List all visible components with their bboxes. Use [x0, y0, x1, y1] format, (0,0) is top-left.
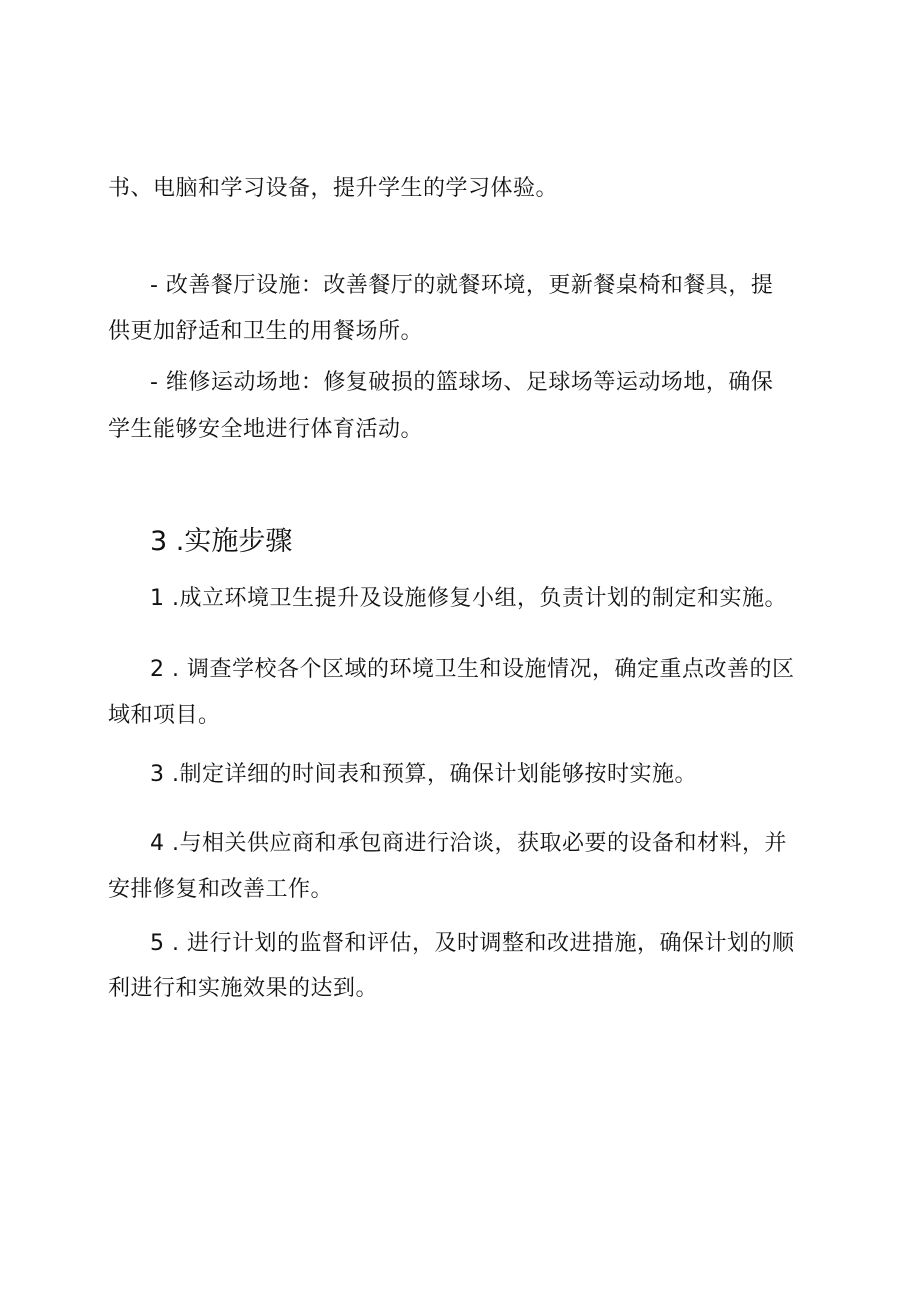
- step-3-line-1: 3 .制定详细的时间表和预算，确保计划能够按时实施。: [150, 762, 697, 787]
- bullet-sports-line-1: - 维修运动场地：修复破损的篮球场、足球场等运动场地，确保: [150, 370, 774, 395]
- bullet-dining-line-2: 供更加舒适和卫生的用餐场所。: [108, 319, 424, 344]
- intro-paragraph-line: 书、电脑和学习设备，提升学生的学习体验。: [108, 176, 559, 201]
- step-4-line-2: 安排修复和改善工作。: [108, 877, 334, 902]
- step-2-line-2: 域和项目。: [108, 703, 221, 728]
- step-5-line-2: 利进行和实施效果的达到。: [108, 976, 379, 1001]
- bullet-dining-line-1: - 改善餐厅设施：改善餐厅的就餐环境，更新餐桌椅和餐具，提: [150, 273, 774, 298]
- step-1-line-1: 1 .成立环境卫生提升及设施修复小组，负责计划的制定和实施。: [150, 586, 787, 611]
- step-2-line-1: 2 . 调查学校各个区域的环境卫生和设施情况，确定重点改善的区: [150, 657, 795, 682]
- bullet-sports-line-2: 学生能够安全地进行体育活动。: [108, 417, 424, 442]
- step-4-line-1: 4 .与相关供应商和承包商进行洽谈，获取必要的设备和材料，并: [150, 831, 787, 856]
- section-heading: 3 .实施步骤: [150, 526, 293, 557]
- step-5-line-1: 5 . 进行计划的监督和评估，及时调整和改进措施，确保计划的顺: [150, 931, 795, 956]
